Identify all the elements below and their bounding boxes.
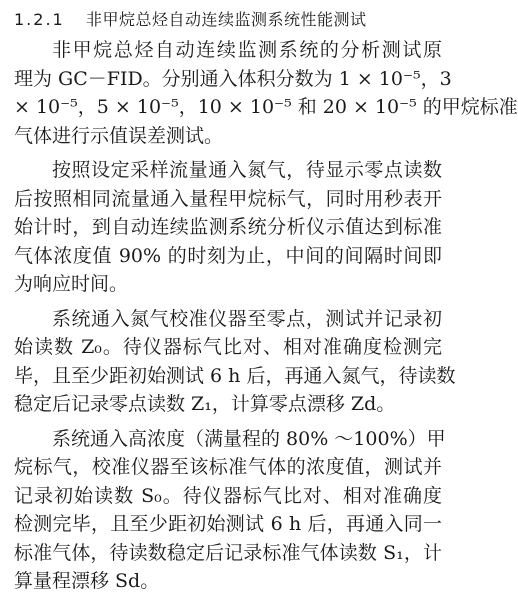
- text-line: 按照设定采样流量通入氮气，待显示零点读数: [52, 159, 442, 181]
- text-line: 烷标气，校准仪器至该标准气体的浓度值，测试并: [14, 456, 442, 478]
- text-line: 系统通入氮气校准仪器至零点，测试并记录初: [52, 307, 442, 330]
- text-line: 非甲烷总烃自动连续监测系统的分析测试原: [52, 39, 442, 61]
- text-line: 后按照相同流量通入量程甲烷标气，同时用秒表开: [14, 187, 442, 210]
- text-line: 记录初始读数 S₀。待仪器标气比对、相对准确度: [14, 484, 442, 507]
- paragraph-response-time: [14, 156, 442, 299]
- text-line: 始计时，到自动连续监测系统分析仪示值达到标准: [14, 216, 442, 238]
- text-line: 稳定后记录零点读数 Z₁，计算零点漂移 Zd。: [14, 393, 396, 415]
- section-title: 非甲烷总烃自动连续监测系统性能测试: [86, 10, 367, 29]
- text-line: 气体进行示值误差测试。: [14, 124, 224, 147]
- document-page: [14, 6, 518, 602]
- text-line: 始读数 Z₀。待仪器标气比对、相对准确度检测完: [14, 336, 442, 358]
- paragraph-analysis-principle: [14, 36, 518, 150]
- paragraph-span-drift: [14, 425, 446, 596]
- text-line: 为响应时间。: [14, 273, 129, 295]
- text-line: × 10⁻⁵，5 × 10⁻⁵，10 × 10⁻⁵ 和 20 × 10⁻⁵ 的甲烷标准: [14, 96, 518, 118]
- paragraph-zero-drift: [14, 305, 456, 419]
- section-heading: [14, 6, 442, 36]
- text-line: 气体浓度值 90% 的时刻为止，中间的间隔时间即: [14, 244, 442, 267]
- section-number: 1.2.1: [14, 10, 65, 29]
- text-line: 系统通入高浓度（满量程的 80% ～100%）甲: [52, 427, 446, 450]
- text-line: 算量程漂移 Sd。: [14, 570, 160, 592]
- text-line: 标准气体，待读数稳定后记录标准气体读数 S₁，计: [14, 541, 442, 564]
- text-line: 检测完毕，且至少距初始测试 6 h 后，再通入同一: [14, 513, 442, 535]
- text-line: 理为 GC－FID。分别通入体积分数为 1 × 10⁻⁵，3: [14, 67, 452, 90]
- text-line: 毕，且至少距初始测试 6 h 后，再通入氮气，待读数: [14, 364, 456, 387]
